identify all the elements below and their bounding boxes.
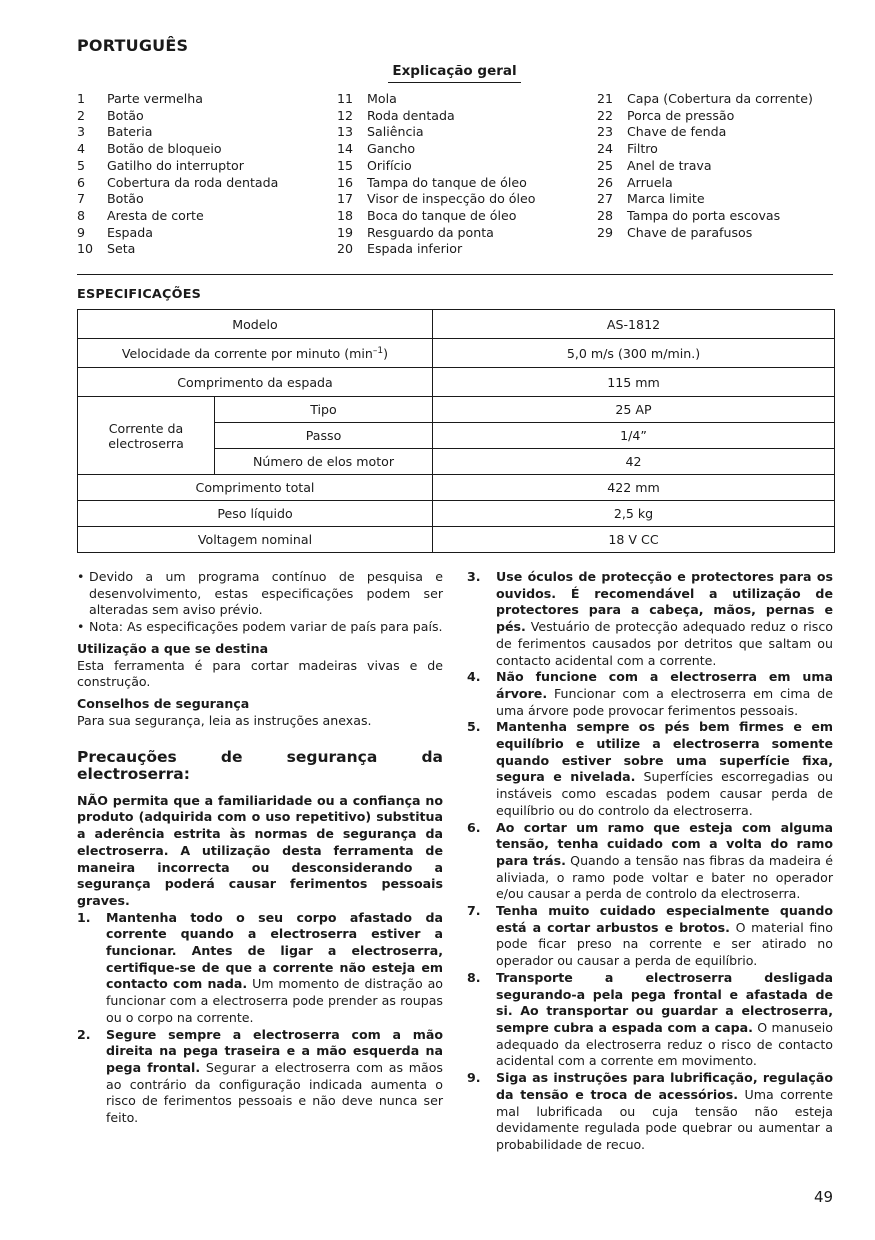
list-item: 8. Transporte a electroserra desligada segurando-a pela pega frontal e afastada de si. Ao transportar ou guardar a electroserra, sempre cubra a espada com a capa. O manuseio adequado da electroserra reduz o risco de contacto acidental com a corrente em movimento. — [467, 969, 833, 1069]
part-item: 1 Parte vermelha — [77, 91, 203, 106]
part-item: 8 Aresta de corte — [77, 207, 204, 223]
spec-group-label: Corrente da electroserra — [78, 397, 215, 475]
part-item: 2 Botão — [77, 107, 144, 123]
parts-list-column-1 — [77, 91, 278, 258]
intended-use-heading: Utilização a que se destina — [77, 640, 269, 656]
precautions-intro: NÃO permita que a familiaridade ou a confiança no produto (adquirida com o uso repetitivo) substitua a aderência estrita às normas de segurança da electroserra. A utilização desta ferramenta de maneira incorrecta ou desconsiderando a segurança poderá causar ferimentos pessoais graves. — [77, 792, 443, 908]
spec-label: Tipo — [215, 397, 433, 423]
list-item: 9. Siga as instruções para lubrificação, regulação da tensão e troca de acessórios. Uma corrente mal lubrificada ou cuja tensão não esteja devidamente regulada pode quebrar ou aumentar a probabilidade de recuo. — [467, 1070, 833, 1152]
specifications-heading: ESPECIFICAÇÕES — [77, 287, 202, 302]
page-number: 49 — [814, 1188, 834, 1206]
list-item: 3. Use óculos de protecção e protectores para os ouvidos. É recomendável a utilização de protectores para a cabeça, mãos, pernas e pés. Vestuário de protecção adequado reduz o risco de ferimentos causados por detritos que saltam ou contacto acidental com a corrente. — [467, 569, 833, 668]
precautions-heading: Precauções de segurança da electroserra: — [77, 748, 443, 784]
spec-note: • Devido a um programa contínuo de pesquisa e desenvolvimento, estas especificações podem ser alteradas sem aviso prévio. — [77, 569, 443, 618]
part-item: 17 Visor de inspecção do óleo — [337, 191, 536, 207]
part-item: 22 Porca de pressão — [597, 107, 735, 123]
part-item: 24 Filtro — [597, 141, 658, 157]
safety-tips-heading: Conselhos de segurança — [77, 695, 250, 711]
list-item: 7. Tenha muito cuidado especialmente quando está a cortar arbustos e brotos. O material fino pode ficar preso na corrente e ser atirado no operador ou causar a perda de equilíbrio. — [467, 903, 833, 969]
part-item: 6 Cobertura da roda dentada — [77, 174, 279, 190]
spec-label: Passo — [215, 423, 433, 449]
spec-note: • Nota: As especificações podem variar de país para país. — [77, 619, 443, 635]
table-row — [78, 339, 835, 368]
part-item: 9 Espada — [77, 224, 153, 240]
left-text-column — [77, 569, 443, 1127]
part-item: 10 Seta — [77, 241, 136, 257]
part-item: 12 Roda dentada — [337, 107, 455, 123]
specifications-table — [77, 309, 835, 553]
part-item: 23 Chave de fenda — [597, 124, 727, 140]
part-item: 19 Resguardo da ponta — [337, 224, 494, 240]
spec-value: 18 V CC — [433, 527, 835, 553]
part-item: 14 Gancho — [337, 141, 416, 157]
part-item: 3 Bateria — [77, 124, 153, 140]
parts-list-column-2 — [337, 91, 535, 258]
spec-label: Comprimento da espada — [78, 368, 433, 397]
intended-use-text: Esta ferramenta é para cortar madeiras vivas e de construção. — [77, 657, 443, 690]
right-text-column — [467, 569, 833, 1154]
list-item: 6. Ao cortar um ramo que esteja com alguma tensão, tenha cuidado com a volta do ramo para trás. Quando a tensão nas fibras da madeira é aliviada, o ramo pode voltar e bater no operador e/ou causar a perda de controlo da electroserra. — [467, 819, 833, 902]
part-item: 11 Mola — [337, 91, 397, 106]
part-item: 21 Capa (Cobertura da corrente) — [597, 91, 813, 106]
part-item: 26 Arruela — [597, 174, 673, 190]
part-item: 28 Tampa do porta escovas — [597, 207, 781, 223]
spec-value: 2,5 kg — [433, 501, 835, 527]
part-item: 5 Gatilho do interruptor — [77, 157, 244, 173]
part-item: 18 Boca do tanque de óleo — [337, 207, 517, 223]
spec-value: 42 — [433, 449, 835, 475]
spec-value: AS-1812 — [433, 310, 835, 339]
spec-label: Voltagem nominal — [78, 527, 433, 553]
section-divider — [77, 274, 833, 275]
table-row — [78, 501, 835, 527]
part-item: 15 Orifício — [337, 157, 412, 173]
part-item: 16 Tampa do tanque de óleo — [337, 174, 527, 190]
part-item: 7 Botão — [77, 191, 144, 207]
part-item: 27 Marca limite — [597, 191, 705, 207]
part-item: 4 Botão de bloqueio — [77, 141, 222, 157]
table-row — [78, 310, 835, 339]
part-item: 13 Saliência — [337, 124, 424, 140]
list-item: 2. Segure sempre a electroserra com a mão direita na pega traseira e a mão esquerda na pega frontal. Segurar a electroserra com as mãos ao contrário da configuração indicada aumenta o risco de ferimentos pessoais e não deve nunca ser feito. — [77, 1026, 443, 1126]
general-explanation-heading-wrap — [0, 60, 875, 83]
list-item: 1. Mantenha todo o seu corpo afastado da corrente quando a electroserra estiver a funcionar. Antes de ligar a electroserra, certifique-se de que a corrente não esteja em contacto com nada. Um momento de distração ao funcionar com a electroserra pode prender as roupas ou o corpo na corrente. — [77, 909, 443, 1025]
spec-label: Peso líquido — [78, 501, 433, 527]
spec-value: 1/4” — [433, 423, 835, 449]
spec-value: 5,0 m/s (300 m/min.) — [433, 339, 835, 368]
table-row — [78, 368, 835, 397]
spec-label: Número de elos motor — [215, 449, 433, 475]
parts-list-column-3 — [597, 91, 813, 241]
spec-label: Modelo — [78, 310, 433, 339]
table-row — [78, 527, 835, 553]
part-item: 29 Chave de parafusos — [597, 224, 753, 240]
table-row — [78, 475, 835, 501]
spec-label: Velocidade da corrente por minuto $(\min^{-1})$ — [78, 339, 433, 368]
general-explanation-heading: Explicação geral — [388, 63, 520, 83]
spec-value: 115 mm — [433, 368, 835, 397]
list-item: 5. Mantenha sempre os pés bem firmes e em equilíbrio e utilize a electroserra somente quando estiver sobre uma superfície fixa, segura e nivelada. Superfícies escorregadias ou instáveis como escadas podem causar perda de equilíbrio ou do controlo da electroserra. — [467, 719, 833, 818]
spec-value: 422 mm — [433, 475, 835, 501]
part-item: 20 Espada inferior — [337, 241, 463, 257]
spec-label: Comprimento total — [78, 475, 433, 501]
safety-tips-text: Para sua segurança, leia as instruções anexas. — [77, 712, 372, 728]
page-language-title: PORTUGUÊS — [77, 36, 189, 55]
list-item: 4. Não funcione com a electroserra em uma árvore. Funcionar com a electroserra em cima de uma árvore pode provocar ferimentos pessoais. — [467, 669, 833, 718]
table-row — [78, 397, 835, 423]
spec-value: 25 AP — [433, 397, 835, 423]
part-item: 25 Anel de trava — [597, 157, 712, 173]
